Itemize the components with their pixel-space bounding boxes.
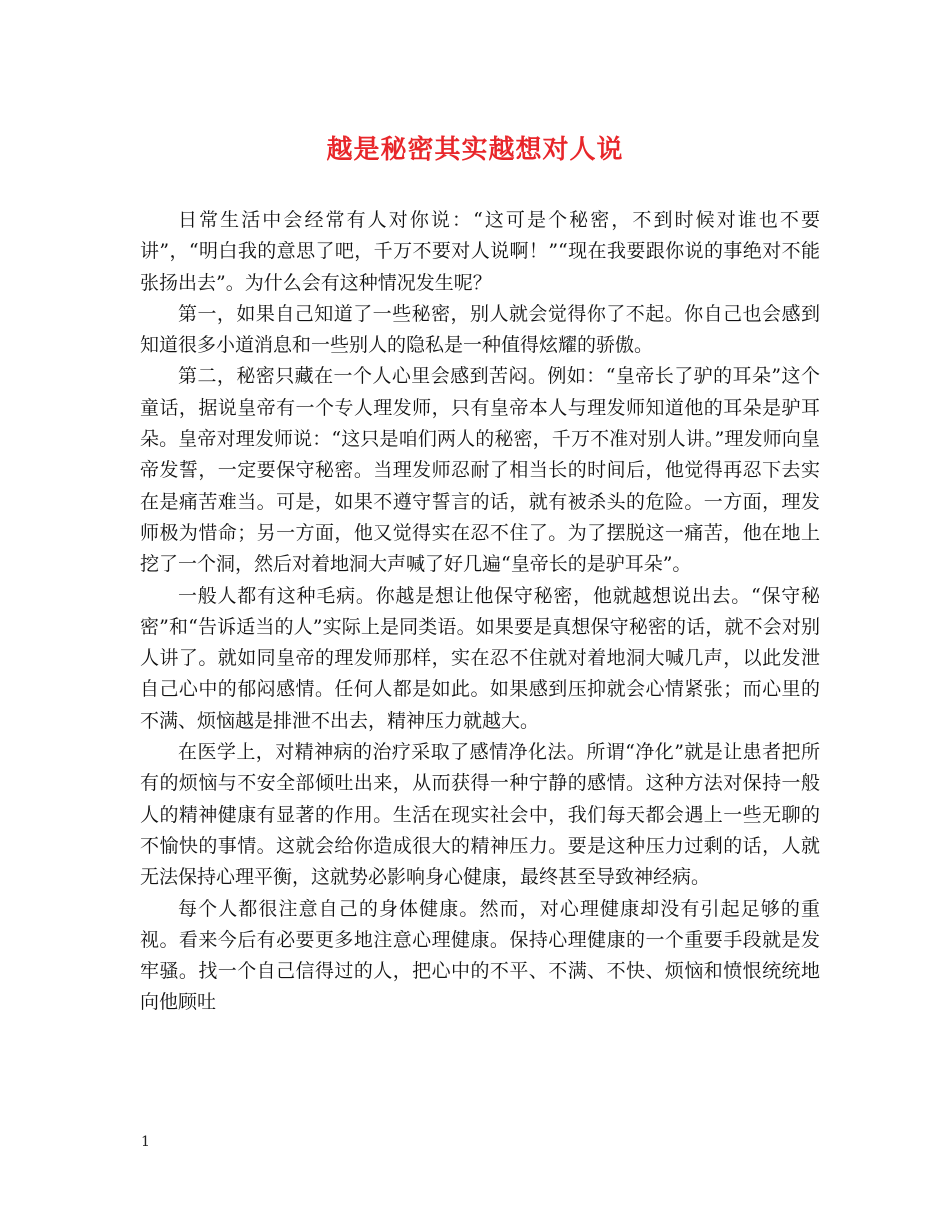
paragraph-common-habit: 一般人都有这种毛病。你越是想让他保守秘密，他就越想说出去。“保守秘密”和“告诉适当的人”实际上是同类语。如果要是真想保守秘密的话，就不会对别人讲了。就如同皇帝的理发师那样，实在忍不住就对着地洞大喊几声，以此发泄自己心中的郁闷感情。任何人都是如此。如果感到压抑就会心情紧张；而心里的不满、烦恼越是排泄不出去，精神压力就越大。 — [140, 584, 820, 732]
page-number: 1 — [141, 1134, 150, 1150]
paragraph-medical: 在医学上，对精神病的治疗采取了感情净化法。所谓“净化”就是让患者把所有的烦恼与不安全部倾吐出来，从而获得一种宁静的感情。这种方法对保持一般人的精神健康有显著的作用。生活在现实社会中，我们每天都会遇上一些无聊的不愉快的事情。这就会给你造成很大的精神压力。要是这种压力过剩的话，人就无法保持心理平衡，这就势必影响身心健康，最终甚至导致神经病。 — [140, 741, 820, 889]
paragraph-second-reason: 第二，秘密只藏在一个人心里会感到苦闷。例如：“皇帝长了驴的耳朵”这个童话，据说皇帝有一个专人理发师，只有皇帝本人与理发师知道他的耳朵是驴耳朵。皇帝对理发师说：“这只是咱们两人的秘密，千万不准对别人讲。”理发师向皇帝发誓，一定要保守秘密。当理发师忍耐了相当长的时间后，他觉得再忍下去实在是痛苦难当。可是，如果不遵守誓言的话，就有被杀头的危险。一方面，理发师极为惜命；另一方面，他又觉得实在忍不住了。为了摆脱这一痛苦，他在地上挖了一个洞，然后对着地洞大声喊了好几遍“皇帝长的是驴耳朵”。 — [140, 365, 820, 576]
paragraph-first-reason: 第一，如果自己知道了一些秘密，别人就会觉得你了不起。你自己也会感到知道很多小道消息和一些别人的隐私是一种值得炫耀的骄傲。 — [140, 302, 820, 357]
paragraph-intro: 日常生活中会经常有人对你说：“这可是个秘密，不到时候对谁也不要讲”，“明白我的意思了吧，千万不要对人说啊！”“现在我要跟你说的事绝对不能张扬出去”。为什么会有这种情况发生呢？ — [140, 209, 820, 294]
document-title: 越是秘密其实越想对人说 — [326, 135, 624, 165]
paragraph-mental-health: 每个人都很注意自己的身体健康。然而，对心理健康却没有引起足够的重视。看来今后有必要更多地注意心理健康。保持心理健康的一个重要手段就是发牢骚。找一个自己信得过的人，把心中的不平、不满、不快、烦恼和愤恨统统地向他顾吐 — [140, 897, 820, 1014]
document-body — [140, 205, 820, 1019]
